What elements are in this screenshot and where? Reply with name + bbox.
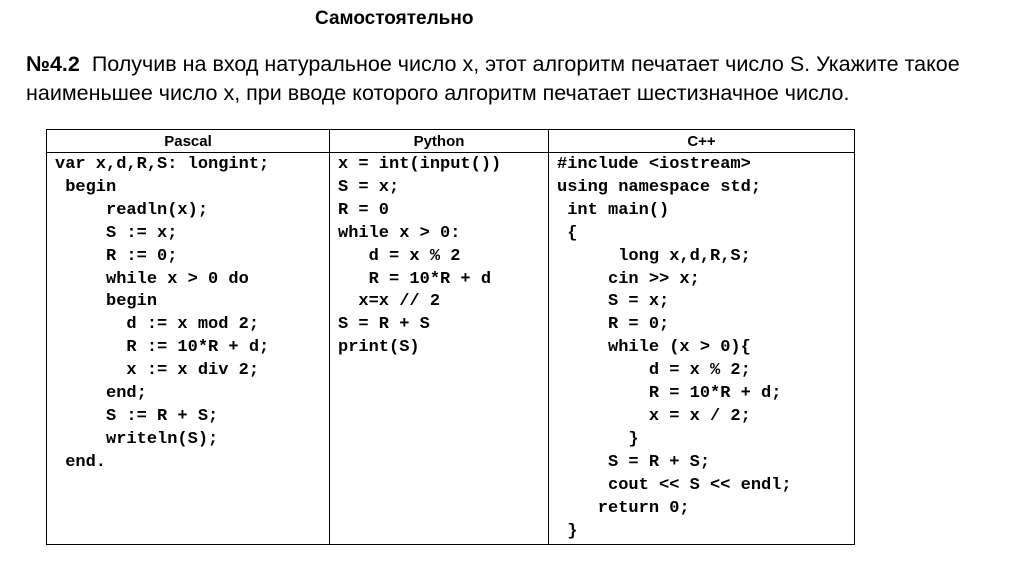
pascal-code-line: begin: [55, 177, 117, 197]
cpp-code-line: while (x > 0){: [557, 338, 751, 358]
pascal-code-cell: [47, 153, 330, 545]
cpp-code-line: S = x;: [557, 292, 670, 312]
code-table-header-row: [47, 130, 855, 153]
cpp-code-line: d = x % 2;: [557, 361, 751, 381]
task-text: Получив на вход натуральное число x, этот алгоритм печатает число S. Укажите такое наименьшее число x, при вводе которого алгоритм печатает шестизначное число.: [26, 52, 960, 105]
pascal-code-line: d := x mod 2;: [55, 315, 260, 335]
pascal-code-line: end.: [55, 452, 107, 472]
python-code-line: x=x // 2: [338, 292, 441, 312]
pascal-code-line: readln(x);: [55, 200, 209, 220]
python-code-line: print(S): [338, 338, 420, 358]
cpp-code-line: S = R + S;: [557, 452, 711, 472]
cpp-code-line: R = 10*R + d;: [557, 384, 782, 404]
cpp-code-line: int main(): [557, 200, 670, 220]
page-heading: Самостоятельно: [315, 8, 474, 29]
cpp-column-header: C++: [549, 130, 855, 153]
pascal-column-header: Pascal: [47, 130, 330, 153]
cpp-code-line: }: [557, 429, 639, 449]
pascal-code-line: var x,d,R,S: longint;: [55, 155, 270, 174]
pascal-code-line: writeln(S);: [55, 429, 219, 449]
pascal-code-line: begin: [55, 292, 158, 312]
cpp-code-line: }: [557, 521, 578, 541]
code-table-body-row: [47, 153, 855, 545]
python-code-cell: [330, 153, 549, 545]
cpp-code-line: R = 0;: [557, 315, 670, 335]
code-table: [46, 129, 855, 545]
python-code-line: d = x % 2: [338, 246, 461, 266]
python-code-line: S = R + S: [338, 315, 430, 335]
python-code-line: R = 10*R + d: [338, 269, 492, 289]
pascal-code-line: end;: [55, 384, 147, 404]
task-number: №4.2: [26, 52, 80, 76]
cpp-code-line: long x,d,R,S;: [557, 246, 751, 266]
pascal-code-line: while x > 0 do: [55, 269, 249, 289]
pascal-code-line: x := x div 2;: [55, 361, 260, 381]
cpp-code-line: cout << S << endl;: [557, 475, 792, 495]
pascal-code-line: S := R + S;: [55, 406, 219, 426]
cpp-code-line: #include <iostream>: [557, 155, 751, 174]
cpp-code-line: return 0;: [557, 498, 690, 518]
cpp-code-cell: [549, 153, 855, 545]
cpp-code-line: {: [557, 223, 578, 243]
python-code-line: S = x;: [338, 177, 400, 197]
pascal-code-line: R := 0;: [55, 246, 178, 266]
pascal-code-line: R := 10*R + d;: [55, 338, 270, 358]
python-column-header: Python: [330, 130, 549, 153]
cpp-code-line: x = x / 2;: [557, 406, 751, 426]
cpp-code-line: cin >> x;: [557, 269, 700, 289]
python-code-line: R = 0: [338, 200, 390, 220]
python-code-line: x = int(input()): [338, 155, 502, 174]
cpp-code-line: using namespace std;: [557, 177, 762, 197]
task-statement: [26, 50, 1016, 108]
pascal-code-line: S := x;: [55, 223, 178, 243]
python-code-line: while x > 0:: [338, 223, 461, 243]
